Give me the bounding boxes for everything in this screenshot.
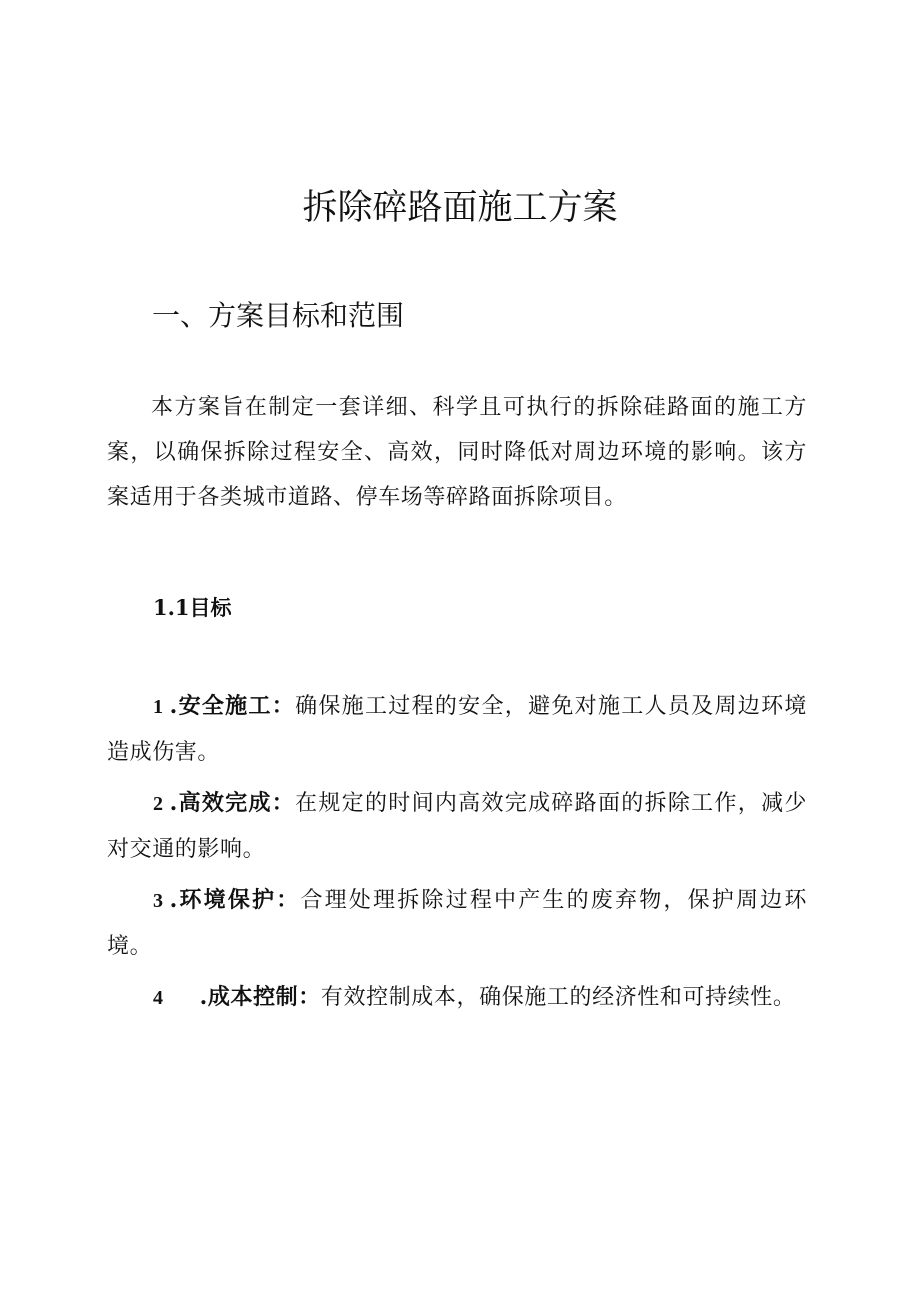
goal-item-number: 1	[153, 696, 164, 718]
goal-item	[107, 780, 807, 873]
goal-item-label: 环境保护：	[177, 887, 301, 913]
goal-item-number: 2	[153, 793, 164, 815]
goal-item-dot: .	[169, 693, 178, 719]
goal-item-text: 在规定的时间内高效完成碎路面的拆除工作，减少对交通的影响。	[107, 791, 807, 862]
goal-item-text: 有效控制成本，确保施工的经济性和可持续性。	[320, 985, 796, 1010]
goal-item-text: 合理处理拆除过程中产生的废弃物，保护周边环境。	[107, 888, 807, 959]
goal-item-label: 高效完成：	[177, 790, 296, 816]
goal-item-dot: .	[169, 790, 178, 816]
goal-item	[107, 877, 807, 970]
goal-list	[107, 683, 807, 1025]
goal-item-number: 3	[153, 890, 164, 912]
document-title: 拆除碎路面施工方案	[302, 188, 618, 228]
goal-item-text: 确保施工过程的安全，避免对施工人员及周边环境造成伤害。	[107, 694, 807, 765]
subsection-heading: 1.1目标	[153, 595, 232, 620]
goal-item	[107, 974, 807, 1021]
intro-paragraph: 本方案旨在制定一套详细、科学且可执行的拆除硅路面的施工方案，以确保拆除过程安全、高效，同时降低对周边环境的影响。该方案适用于各类城市道路、停车场等碎路面拆除项目。	[107, 395, 807, 510]
goal-item-label: 安全施工：	[177, 693, 296, 719]
goal-item-number: 4	[153, 987, 164, 1009]
goal-item	[107, 683, 807, 776]
section-heading: 一、方案目标和范围	[152, 299, 405, 332]
goal-item-dot: .	[169, 887, 178, 913]
goal-item-label: 成本控制：	[207, 984, 321, 1010]
goal-item-dot: .	[199, 984, 208, 1010]
